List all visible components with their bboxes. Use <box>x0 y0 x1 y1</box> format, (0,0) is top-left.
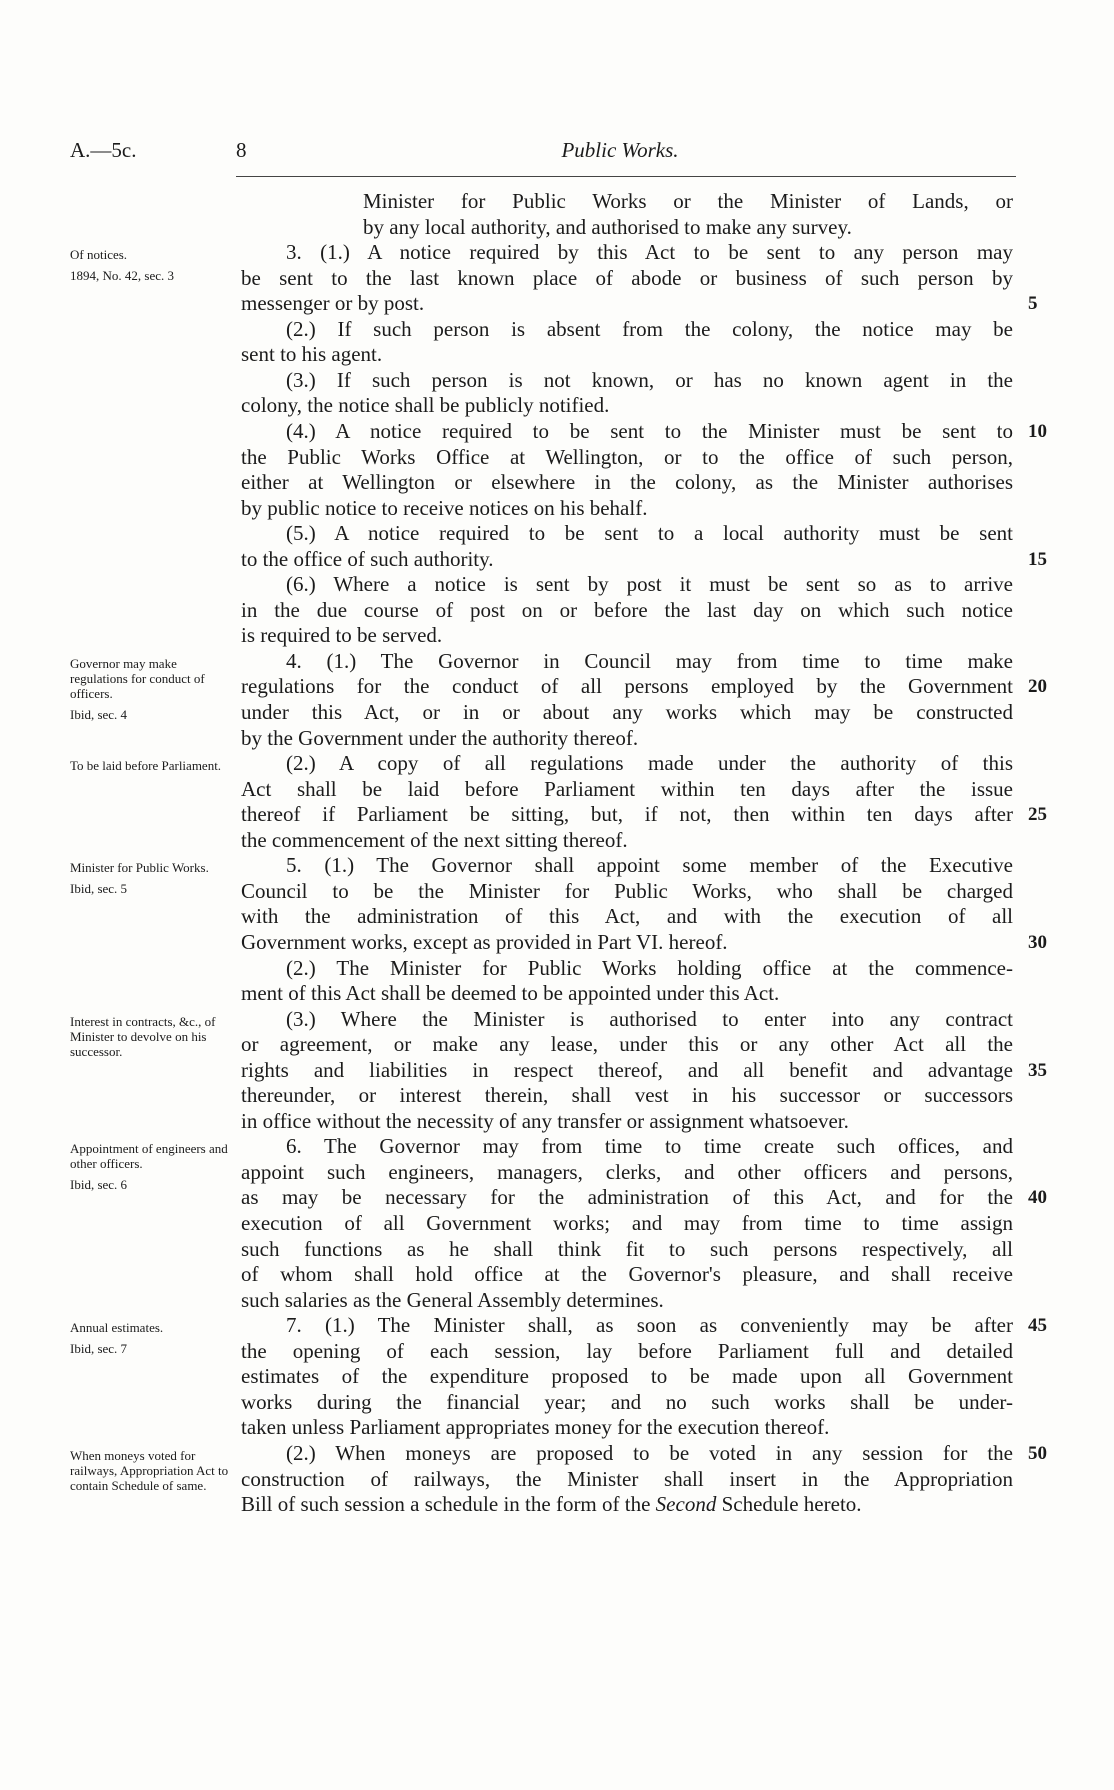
line-number: 20 <box>1028 676 1047 698</box>
page-title: Public Works. <box>561 138 679 162</box>
text-line: 3. (1.) A notice required by this Act to be sent to any person may <box>286 240 1013 265</box>
text-line: either at Wellington or elsewhere in the colony, as the Minister authorises <box>241 470 1013 495</box>
line-number: 50 <box>1028 1442 1047 1464</box>
margin-note-citation: Ibid, sec. 6 <box>70 1177 128 1193</box>
text-line: (2.) A copy of all regulations made under the authority of this <box>286 751 1013 776</box>
text-line: (2.) When moneys are proposed to be voted in any session for the <box>286 1440 1013 1465</box>
text-line: estimates of the expenditure proposed to be made upon all Government <box>241 1364 1013 1389</box>
line-number: 40 <box>1028 1187 1047 1209</box>
margin-note <box>70 860 230 896</box>
margin-note-citation: Ibid, sec. 5 <box>70 881 128 897</box>
margin-note <box>70 1014 230 1059</box>
text-line: Government works, except as provided in Part VI. hereof. <box>241 929 728 954</box>
margin-note-title: When moneys voted for railways, Appropriation Act to contain Schedule of same. <box>70 1447 229 1493</box>
text-line: Council to be the Minister for Public Works, who shall be charged <box>241 878 1013 903</box>
line-number: 10 <box>1028 420 1047 442</box>
line-number: 25 <box>1028 804 1047 826</box>
margin-note <box>70 1141 230 1192</box>
text-line: be sent to the last known place of abode or business of such person by <box>241 265 1013 290</box>
margin-note <box>70 758 230 773</box>
text-line: of whom shall hold office at the Governor's pleasure, and shall receive <box>241 1262 1013 1287</box>
text-line: rights and liabilities in respect thereof, and all benefit and advantage <box>241 1057 1013 1082</box>
text-line: messenger or by post. <box>241 291 425 316</box>
margin-note <box>70 1448 230 1493</box>
text-line: thereof if Parliament be sitting, but, if not, then within ten days after <box>241 802 1013 827</box>
text-line: in the due course of post on or before the last day on which such notice <box>241 597 1013 622</box>
text-line: or agreement, or make any lease, under this or any other Act all the <box>241 1032 1013 1057</box>
text-line: 6. The Governor may from time to time create such offices, and <box>286 1134 1013 1159</box>
text-line: Bill of such session a schedule in the form of the Second Schedule hereto. <box>241 1492 862 1517</box>
text-line: taken unless Parliament appropriates money for the execution thereof. <box>241 1415 830 1440</box>
margin-note-title: Appointment of engineers and other officers. <box>70 1141 228 1172</box>
text-line: as may be necessary for the administration of this Act, and for the <box>241 1185 1013 1210</box>
text-line: (4.) A notice required to be sent to the Minister must be sent to <box>286 418 1013 443</box>
margin-note-title: Annual estimates. <box>70 1320 164 1336</box>
document-reference: A.—5c. <box>70 138 137 162</box>
line-number: 15 <box>1028 548 1047 570</box>
text-line: by the Government under the authority thereof. <box>241 725 639 750</box>
text-line: thereunder, or interest therein, shall vest in his successor or successors <box>241 1083 1013 1108</box>
line-number: 5 <box>1028 293 1038 315</box>
text-line: 4. (1.) The Governor in Council may from time to time make <box>286 648 1013 673</box>
margin-note-title: Minister for Public Works. <box>70 860 209 876</box>
text-line: 7. (1.) The Minister shall, as soon as conveniently may be after <box>286 1313 1013 1338</box>
margin-note-citation: Ibid, sec. 4 <box>70 706 128 722</box>
margin-note-title: Governor may make regulations for conduct of officers. <box>70 655 205 701</box>
text-line: by any local authority, and authorised to make any survey. <box>363 214 852 239</box>
text-line: under this Act, or in or about any works which may be constructed <box>241 700 1013 724</box>
text-line: the Public Works Office at Wellington, or to the office of such person, <box>241 444 1013 469</box>
margin-note <box>70 656 230 722</box>
text-line: with the administration of this Act, and with the execution of all <box>241 904 1013 929</box>
text-line: works during the financial year; and no such works shall be under- <box>241 1389 1013 1414</box>
header-rule <box>236 176 1016 177</box>
text-line: the opening of each session, lay before Parliament full and detailed <box>241 1338 1013 1363</box>
line-number: 30 <box>1028 931 1047 953</box>
text-line: Act shall be laid before Parliament within ten days after the issue <box>241 776 1013 801</box>
text-line: regulations for the conduct of all persons employed by the Government <box>241 674 1013 699</box>
text-line: to the office of such authority. <box>241 546 494 571</box>
margin-note-title: Interest in contracts, &c., of Minister to devolve on his successor. <box>70 1013 216 1059</box>
text-line: (3.) If such person is not known, or has no known agent in the <box>286 367 1013 392</box>
text-line: sent to his agent. <box>241 342 383 367</box>
margin-note-citation: 1894, No. 42, sec. 3 <box>70 268 174 284</box>
margin-note <box>70 247 230 283</box>
line-number: 35 <box>1028 1059 1047 1081</box>
text-line: 5. (1.) The Governor shall appoint some member of the Executive <box>286 853 1013 878</box>
text-line: the commencement of the next sitting thereof. <box>241 827 628 852</box>
text-line: (6.) Where a notice is sent by post it must be sent so as to arrive <box>286 572 1013 597</box>
text-line: (5.) A notice required to be sent to a local authority must be sent <box>286 521 1013 546</box>
text-line: (2.) The Minister for Public Works holding office at the commence- <box>286 955 1013 980</box>
text-line: such functions as he shall think fit to such persons respectively, all <box>241 1236 1013 1261</box>
text-line: execution of all Government works; and may from time to time assign <box>241 1211 1013 1235</box>
text-line: Minister for Public Works or the Minister of Lands, or <box>363 189 1013 213</box>
text-line: such salaries as the General Assembly determines. <box>241 1287 664 1312</box>
line-number: 45 <box>1028 1315 1047 1337</box>
page-number: 8 <box>236 138 247 162</box>
text-line: construction of railways, the Minister shall insert in the Appropriation <box>241 1466 1013 1491</box>
text-line: is required to be served. <box>241 623 443 648</box>
text-line: colony, the notice shall be publicly notified. <box>241 393 610 418</box>
text-line: in office without the necessity of any transfer or assignment whatsoever. <box>241 1108 849 1133</box>
text-line: ment of this Act shall be deemed to be appointed under this Act. <box>241 981 780 1006</box>
text-line: (3.) Where the Minister is authorised to enter into any contract <box>286 1006 1013 1031</box>
margin-note-title: Of notices. <box>70 247 128 263</box>
text-line: by public notice to receive notices on his behalf. <box>241 495 648 520</box>
text-line: appoint such engineers, managers, clerks, and other officers and persons, <box>241 1159 1013 1184</box>
margin-note-citation: Ibid, sec. 7 <box>70 1341 128 1357</box>
margin-note <box>70 1320 230 1356</box>
text-line: (2.) If such person is absent from the colony, the notice may be <box>286 316 1013 341</box>
margin-note-title: To be laid before Parliament. <box>70 758 222 774</box>
